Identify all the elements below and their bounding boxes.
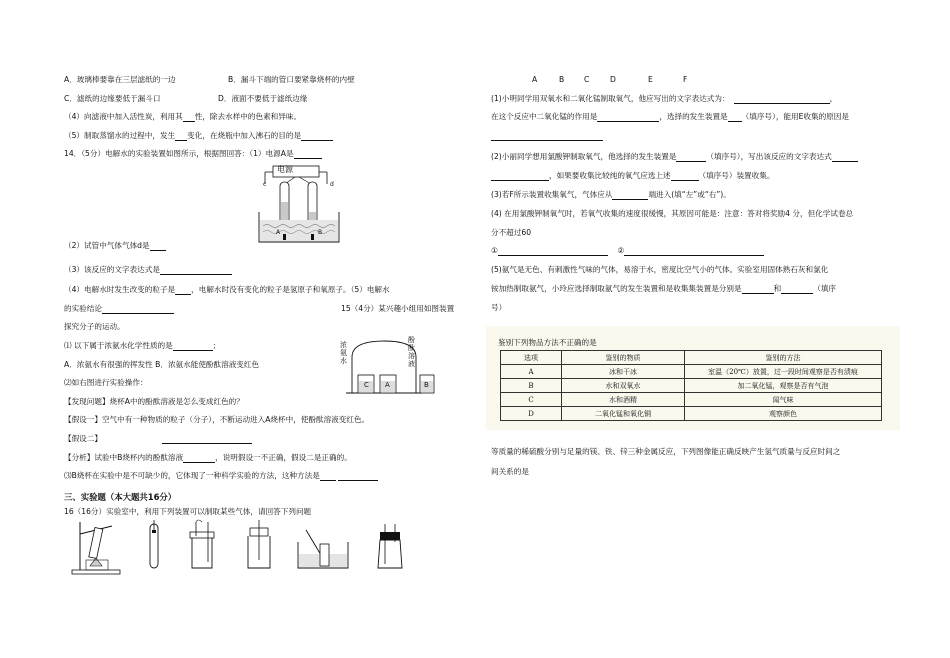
answer-blank[interactable]: [624, 247, 764, 256]
r2-text-c: （填序号），能用E收集的原因是: [741, 112, 849, 121]
apparatus-label-e: E: [648, 75, 653, 84]
option-b: B．漏斗下端的管口要紧靠烧杯的内壁: [228, 75, 355, 84]
right-q5: (5)氨气是无色、有刺激性气味的气体，易溶于水，密度比空气小的气体。实验室用固体熟石灰和氯化: [491, 265, 829, 274]
q15-1-text: ⑴ 以下属于浓氨水化学性质的是: [64, 341, 173, 350]
table-header-cell: 鉴别的方法: [685, 351, 882, 365]
ammonia-label: 浓氨水: [340, 341, 347, 365]
answer-blank[interactable]: [597, 113, 659, 122]
analysis-text: 【分析】试验中B烧杯内的酚酞溶液: [64, 453, 184, 462]
table-cell: 闻气味: [685, 393, 882, 407]
electrolysis-diagram: [255, 162, 345, 250]
table-cell: B: [501, 379, 562, 393]
apparatus-f: [378, 524, 402, 568]
phenolphthalein-label: 酚酞溶液: [408, 336, 415, 368]
answer-1-marker: ①: [491, 246, 498, 255]
question-5: [64, 131, 333, 141]
tube-d-label: d: [330, 181, 334, 188]
question-14-5: [64, 304, 174, 314]
right-q2: [491, 152, 858, 162]
right-q1-blank-line: [491, 131, 603, 141]
answer-blank[interactable]: [734, 95, 830, 104]
q5-text: （5）制取蒸馏水的过程中，发生: [64, 131, 176, 140]
question-14-3: [64, 265, 232, 275]
question-14: [64, 149, 322, 159]
table-cell: 加二氧化锰，观察是否有气泡: [685, 379, 882, 393]
table-row: [501, 365, 882, 379]
r4-text-b: （填序号），写出该反应的文字表达式: [706, 152, 832, 161]
table-cell: 二氧化锰和氧化铜: [562, 407, 685, 421]
hypothesis-2: [64, 434, 252, 444]
final-question: 等质量的稀硫酸分别与足量的镁、铁、锌三种金属反应，下列图像能正确反映产生氢气质量与反应时间之: [491, 447, 841, 456]
table-cell: 室温（20℃）放置，过一段时间观察是否有渍痕: [685, 365, 882, 379]
apparatus-label-c: C: [584, 75, 590, 84]
hyp2-text: 【假设二】: [64, 434, 102, 443]
q14-4-text-b: ，电解水时没有变化的粒子是氢原子和氧原子。（5）电解水: [191, 285, 390, 294]
q4-text: （4）向滤液中加入活性炭，利用其: [64, 112, 183, 121]
table-row: [501, 379, 882, 393]
beaker-a-label: A: [385, 381, 390, 389]
right-q1-b: [491, 112, 849, 122]
electrode-a-label: A: [276, 229, 281, 236]
r11-text-b: 和: [773, 284, 782, 293]
right-q3: [491, 190, 731, 200]
answer-blank[interactable]: [320, 472, 336, 481]
answer-blank[interactable]: [832, 153, 858, 162]
table-header-cell: 鉴别的物质: [562, 351, 685, 365]
r2-text: 在这个反应中二氧化锰的作用是: [491, 112, 598, 121]
right-q4: (4) 在用氯酸钾制氧气时，若氧气收集的速度很缓慢，其原因可能是：注意：答对将奖励4 分，但化学试卷总: [491, 209, 854, 218]
table-cell: D: [501, 407, 562, 421]
question-14-4: [64, 285, 390, 295]
r1-punct: ，: [829, 94, 838, 103]
analysis-text-b: ，说明假设一不正确，假设二是正确的。: [215, 453, 352, 462]
beaker-c-label: C: [364, 381, 369, 389]
r1-text: (1)小明同学用双氧水和二氧化锰制取氧气，他应写出的文字表达式为：: [491, 94, 730, 103]
table-row: [501, 393, 882, 407]
q14-2-text: （2）试管中气体气体d是: [64, 241, 150, 250]
q14-4-text: （4）电解水时发生改变的粒子是: [64, 285, 176, 294]
answer-blank[interactable]: [612, 191, 648, 200]
final-question-b: 间关系的是: [491, 467, 529, 476]
discover-problem: 【发现问题】烧杯A中的酚酞溶液是怎么变成红色的？: [64, 397, 244, 406]
r11-text-c: （填序: [813, 284, 836, 293]
answer-blank[interactable]: [491, 172, 549, 181]
lab-apparatus-row: [72, 520, 432, 575]
apparatus-e: [298, 530, 348, 568]
table-cell: C: [501, 393, 562, 407]
answer-blank[interactable]: [742, 285, 774, 294]
analysis: [64, 453, 352, 463]
apparatus-label-f: F: [683, 75, 688, 84]
apparatus-d: [248, 520, 270, 568]
right-q1: [491, 94, 837, 104]
r11-text: 铵加热制取氨气，小玲应选择制取氨气的发生装置和是收集集装置是分别是: [491, 284, 742, 293]
right-q4-answers: [491, 246, 764, 256]
table-cell: 水和双氧水: [562, 379, 685, 393]
answer-blank[interactable]: [183, 113, 195, 122]
q14-text: 14．（5分）电解水的实验装置如图所示，根据图回答：（1）电源A是: [64, 149, 294, 158]
answer-2-marker: ②: [617, 246, 625, 255]
q15-1-punct: ；: [212, 341, 221, 350]
apparatus-label-a: A: [532, 75, 538, 84]
beaker-b-label: B: [424, 381, 429, 389]
q14-3-text: （3）该反应的文字表达式是: [64, 265, 160, 274]
answer-blank[interactable]: [728, 113, 742, 122]
r5-text-b: （填序号）装置收集。: [698, 171, 775, 180]
answer-blank[interactable]: [498, 247, 608, 256]
right-q2-b: [491, 171, 774, 181]
question-16: 16（16分）实验室中，利用下列装置可以制取某些气体，请回答下列问题: [64, 507, 312, 516]
apparatus-label-d: D: [610, 75, 616, 84]
table-cell: 水和酒精: [562, 393, 685, 407]
question-15-b: 探究分子的运动。: [64, 322, 125, 331]
q15-3-text: ⑶B烧杯在实验中是不可缺少的，它体现了一种科学实验的方法，这种方法是: [64, 471, 320, 480]
option-a: A．玻璃棒要靠在三层滤纸的一边: [64, 75, 176, 84]
option-c: C．滤纸的边缘要低于漏斗口: [64, 94, 161, 103]
answer-blank[interactable]: [175, 286, 191, 295]
apparatus-label-b: B: [559, 75, 565, 84]
question-15-2: ⑵如右图进行实验操作：: [64, 378, 148, 387]
apparatus-a: [72, 522, 120, 574]
section-3-heading: 三、实验题（本大题共16分）: [64, 492, 177, 502]
apparatus-c: [190, 520, 214, 568]
table-row: [501, 407, 882, 421]
table-header-cell: 选项: [501, 351, 562, 365]
answer-blank[interactable]: [338, 472, 378, 481]
tube-c-label: c: [263, 181, 267, 188]
question-15-3: [64, 471, 378, 481]
answer-blank[interactable]: [183, 454, 215, 463]
answer-blank[interactable]: [781, 285, 813, 294]
q5-text-b: 变化，在烧瓶中加入沸石的目的是: [187, 131, 302, 140]
power-label: 电源: [277, 165, 293, 174]
electrode-b-label: B: [318, 229, 323, 236]
answer-blank[interactable]: [175, 132, 187, 141]
r6-text: (3)若F所示装置收集氧气，气体应从: [491, 190, 613, 199]
q14-5-text: 的实验结论: [64, 304, 102, 313]
hypothesis-1: 【假设一】空气中有一种物质的粒子（分子），不断运动进入A烧杯中，使酚酞溶液变红色。: [64, 415, 370, 424]
answer-blank[interactable]: [294, 150, 322, 159]
right-q5-b: [491, 284, 836, 294]
answer-blank[interactable]: [676, 153, 706, 162]
question-15-1: [64, 341, 220, 351]
question-15: 15（4分）某兴趣小组用如图装置: [341, 304, 455, 313]
option-d: D．液面不要低于滤纸边缘: [218, 94, 308, 103]
identification-table: [500, 350, 882, 421]
table-cell: 观察颜色: [685, 407, 882, 421]
answer-blank[interactable]: [491, 132, 603, 141]
answer-blank[interactable]: [162, 435, 252, 444]
question-15-options: A．浓氨水有很强的挥发性 B．浓氨水能使酚酞溶液变红色: [64, 360, 260, 369]
r4-text: (2)小丽同学想用氯酸钾制取氧气，他选择的发生装置是: [491, 152, 677, 161]
question-4: [64, 112, 301, 122]
table-cell: A: [501, 365, 562, 379]
table-header-row: [501, 351, 882, 365]
right-q4-b: 分不超过60: [491, 228, 532, 237]
r5-text: ，如果要收集比较纯的氧气应选上述: [549, 171, 671, 180]
answer-blank[interactable]: [160, 266, 232, 275]
answer-blank[interactable]: [150, 242, 166, 251]
answer-blank[interactable]: [102, 305, 174, 314]
q4-text-b: 性，除去水样中的色素和异味。: [194, 112, 302, 121]
r6-text-b: 端进入(填“左”或“右”)。: [648, 190, 731, 199]
answer-blank[interactable]: [671, 172, 699, 181]
right-q5-c: 号）: [491, 303, 507, 312]
question-14-2: [64, 241, 166, 251]
answer-blank[interactable]: [173, 342, 213, 351]
r2-text-b: ，选择的发生装置是: [659, 112, 728, 121]
answer-blank[interactable]: [301, 132, 333, 141]
apparatus-b: [150, 520, 158, 568]
table-cell: 冰和干冰: [562, 365, 685, 379]
table-title: 鉴别下列物品方法不正确的是: [498, 338, 597, 347]
